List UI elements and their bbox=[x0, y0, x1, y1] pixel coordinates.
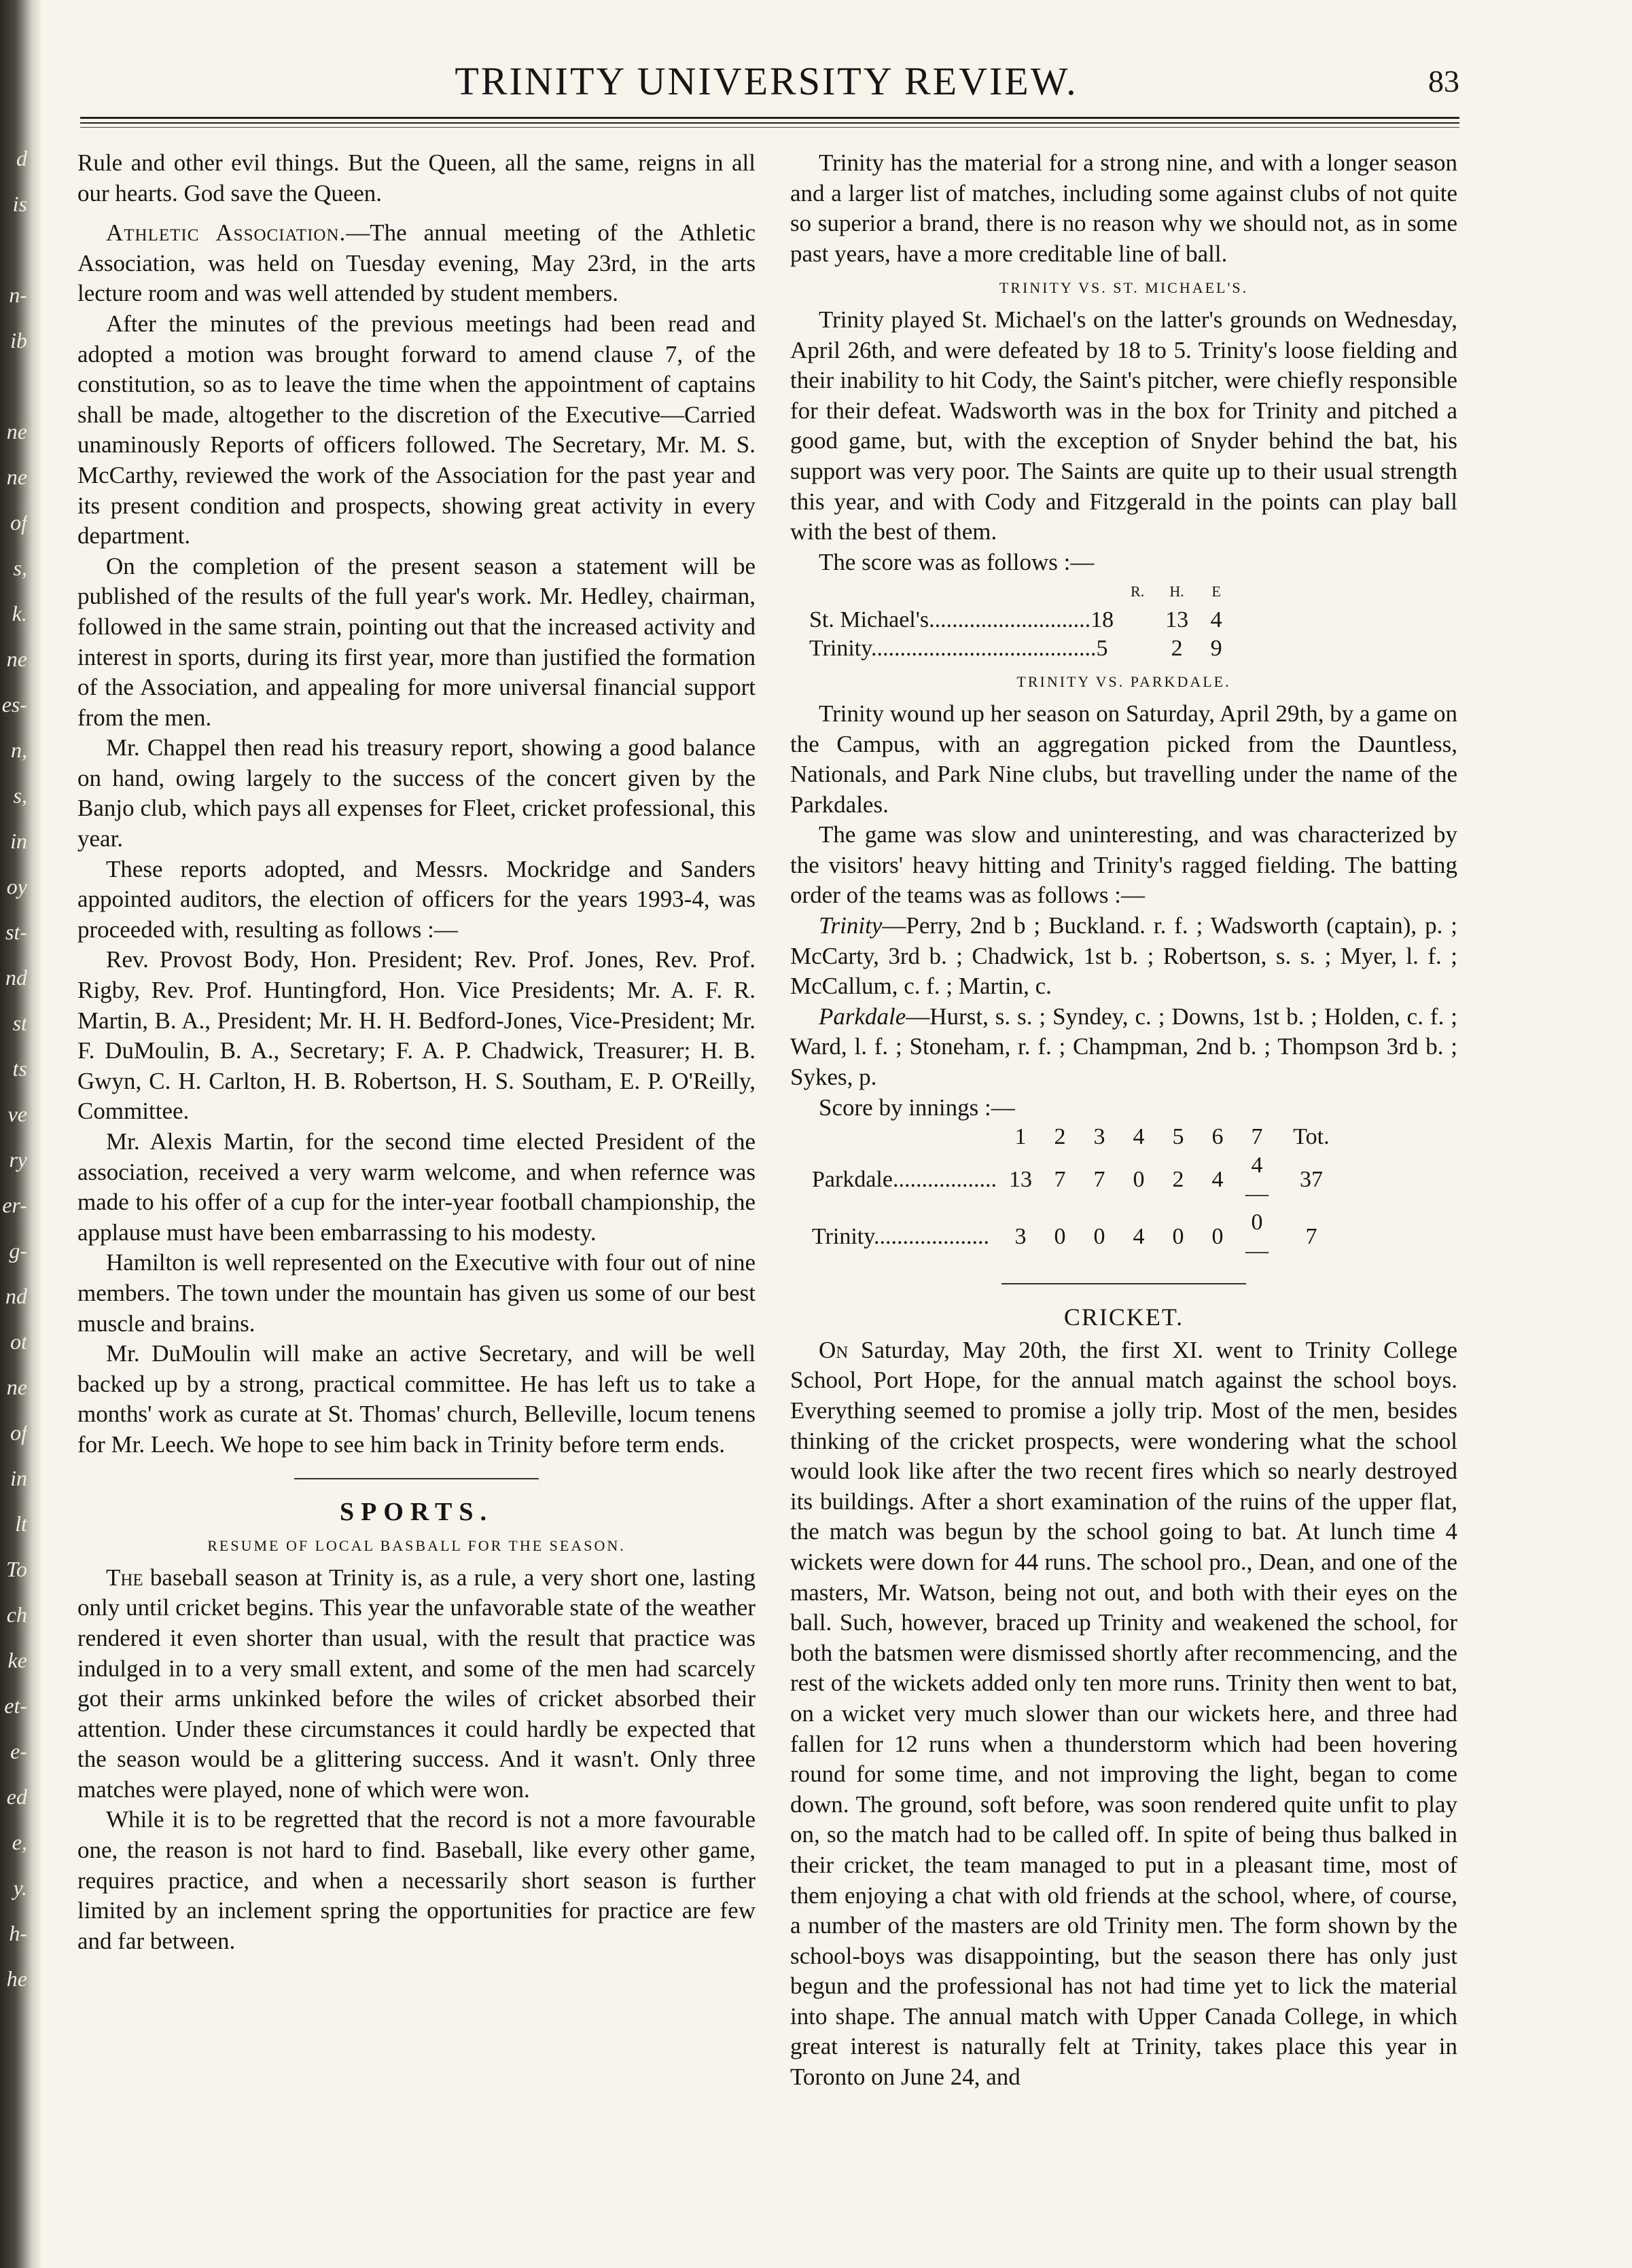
paragraph-text: —Hurst, s. s. ; Syndey, c. ; Downs, 1st b. ; Holden, c. f. ; Ward, l. f. ; Stoneham, r. f. ; Champman, 2nd b. ; Thompson 3rd b. ; Sykes, p. bbox=[790, 1003, 1457, 1091]
column-header: H. bbox=[1169, 583, 1184, 600]
table-cell: 4 bbox=[1133, 1224, 1145, 1250]
running-title: TRINITY UNIVERSITY REVIEW. bbox=[455, 59, 1078, 103]
paragraph: Trinity has the material for a strong nine, and with a longer season and a larger list of matches, including some against clubs of not quite so superior a brand, there is no reason why we should not, as in some past years, have a more creditable line of ball. bbox=[790, 149, 1457, 267]
page-header bbox=[73, 54, 1459, 109]
table-cell: 0— bbox=[1245, 1210, 1269, 1264]
table-row bbox=[805, 606, 1236, 634]
section-rule bbox=[294, 1478, 539, 1479]
paragraph: The score was as follows :— bbox=[819, 548, 1095, 575]
team-label: Parkdale bbox=[819, 1003, 906, 1030]
team-name: Trinity.................... bbox=[812, 1224, 990, 1250]
paragraph: Rule and other evil things. But the Queen, all the same, reigns in all our hearts. God save the Queen. bbox=[77, 149, 756, 206]
paragraph: On the completion of the present season a statement will be published of the results of the full year's work. Mr. Hedley, chairman, followed in the same strain, pointing out that the increased activity and interest in sports, during its first year, more than justified the formation of the Association, and appealing for more universal financial support from the men. bbox=[77, 552, 756, 731]
table-row bbox=[805, 634, 1236, 663]
column-header: 3 bbox=[1093, 1124, 1105, 1150]
column-header: R. bbox=[1131, 583, 1145, 600]
paragraph-text: Saturday, May 20th, the first XI. went to Trinity College School, Port Hope, for the annual match against the school boys. Everything seemed to promise a jolly trip. Most of the men, besides thinking of the cricket prospects, were wondering what the school would look like after the two recent fires which so nearly destroyed its buildings. After a short examination of the ruins of the upper flat, the match was begun by the school going to bat. At lunch time 4 wickets were down for 44 runs. The school pro., Dean, and one of the masters, Mr. Watson, being not out, and both with their eyes on the ball. Such, however, braced up Trinity and weakened the school, for both the batsmen were dismissed shortly after recommencing, and the rest of the wickets added only ten more runs. Trinity then went to bat, on a wicket very much slower than our wickets here, and three had fallen for 12 runs when a thunderstorm which had been hovering round for some time, and not improving the light, began to come down. The ground, soft before, was soon rendered quite unfit to play on, so the match had to be called off. In spite of being thus balked in their cricket, the team managed to put in a pleasant time, most of them enjoying a chat with old friends at the school, where, of course, a number of the masters are old Trinity men. The form shown by the school-boys was disappointing, but the season there has only just begun and the professional has not had time yet to lick the material into shape. The annual match with Upper Canada College, in which great interest is naturally felt at Trinity, takes place this year in Toronto on June 24, and bbox=[790, 1336, 1457, 2091]
header-rule bbox=[80, 117, 1459, 119]
paragraph bbox=[790, 911, 1457, 1002]
table-cell: 3 bbox=[1014, 1224, 1027, 1250]
lead-word: On bbox=[819, 1336, 849, 1363]
paragraph: While it is to be regretted that the record is not a more favourable one, the reason is not hard to find. Baseball, like every other game, requires practice, and when a necessarily short season is further limited by an inclement spring the opportunities for practice are few and far between. bbox=[77, 1806, 756, 1954]
table-cell bbox=[1118, 606, 1157, 634]
paragraph-text: baseball season at Trinity is, as a rule, a very short one, lasting only until cricket begins. This year the unfavorable state of the weather rendered it even shorter than usual, with the result that practice was indulged in to a very small extent, and some of the men had scarcely got their arms unkinked before the wiles of cricket absorbed their attention. Under these circumstances it could hardly be expected that the season would be a glittering success. And it wasn't. Only three matches were played, none of which were won. bbox=[77, 1564, 756, 1803]
header-rule bbox=[80, 122, 1459, 124]
paragraph: The game was slow and uninteresting, and was characterized by the visitors' heavy hitting and Trinity's ragged fielding. The batting order of the teams was as follows :— bbox=[790, 821, 1457, 909]
table-cell: 0 bbox=[1172, 1224, 1184, 1250]
table-cell: 2 bbox=[1171, 636, 1183, 662]
table-cell: 9 bbox=[1210, 636, 1222, 662]
table-cell: 0 bbox=[1054, 1224, 1066, 1250]
team-label: Trinity bbox=[819, 912, 883, 939]
table-cell: 7 bbox=[1093, 1167, 1105, 1193]
paragraph: Rev. Provost Body, Hon. President; Rev. Prof. Jones, Rev. Prof. Rigby, Rev. Prof. Huntingford, Hon. Vice Presidents; Mr. A. F. R. Martin, B. A., President; Mr. H. H. Bedford-Jones, Vice-President; Mr. F. DuMoulin, B. A., Secretary; F. A. P. Chadwick, Treasurer; H. B. Gwyn, C. H. Carlton, H. B. Robertson, H. S. Southam, E. P. O'Reilly, Committee. bbox=[77, 946, 756, 1125]
table-cell bbox=[805, 577, 1118, 606]
section-lead: Athletic Association. bbox=[106, 219, 347, 247]
paragraph: Trinity played St. Michael's on the latter's grounds on Wednesday, April 26th, and were defeated by 18 to 5. Trinity's loose fielding and their inability to hit Cody, the Saint's pitcher, were chiefly responsible for their defeat. Wadsworth was in the box for Trinity and pitched a good game, but, with the exception of Snyder behind the bat, his support was very poor. The Saints are quite up to their usual strength this year, and with Cody and Fitzgerald in the points can play ball with the best of them. bbox=[790, 306, 1457, 545]
table-cell: 4 bbox=[1210, 607, 1222, 633]
paragraph bbox=[77, 218, 756, 309]
paragraph: Mr. Alexis Martin, for the second time elected President of the association, received a very warm welcome, and when refernce was made to his offer of a cup for the inter-year football championship, the applause must have been embarrassing to his modesty. bbox=[77, 1128, 756, 1246]
column-header: Tot. bbox=[1293, 1124, 1330, 1150]
cricket-heading: CRICKET. bbox=[1063, 1303, 1184, 1331]
column-header: 5 bbox=[1172, 1124, 1184, 1150]
column-header: 2 bbox=[1054, 1124, 1066, 1150]
sports-subheading: RESUME OF LOCAL BASBALL FOR THE SEASON. bbox=[207, 1537, 626, 1555]
table-cell: 0 bbox=[1211, 1224, 1224, 1250]
page-number: 83 bbox=[1428, 64, 1459, 98]
match-subheading: TRINITY VS. PARKDALE. bbox=[1016, 673, 1231, 691]
paragraph bbox=[77, 1563, 756, 1805]
paragraph: Mr. Chappel then read his treasury report, showing a good balance on hand, owing largely to the success of the concert given by the Banjo club, which pays all expenses for Fleet, cricket professional, this year. bbox=[77, 734, 756, 852]
score-table-innings bbox=[808, 1123, 1346, 1265]
paragraph: Mr. DuMoulin will make an active Secretary, and will be well backed up by a strong, practical committee. He has left us to take a months' work as curate at St. Thomas' church, Belleville, locum tenens for Mr. Leech. We hope to see him back in Trinity before term ends. bbox=[77, 1340, 756, 1458]
paragraph: Hamilton is well represented on the Executive with four out of nine members. The town under the mountain has given us some of our best muscle and brains. bbox=[77, 1249, 756, 1337]
table-cell: 0 bbox=[1093, 1224, 1105, 1250]
left-column bbox=[77, 148, 756, 1956]
paragraph-text: —The annual meeting of the Athletic Association, was held on Tuesday evening, May 23rd, in the arts lecture room and was well attended by student members. bbox=[77, 219, 756, 307]
right-column bbox=[790, 148, 1457, 2093]
table-cell: 4— bbox=[1245, 1153, 1269, 1207]
table-cell: 0 bbox=[1133, 1167, 1145, 1193]
paragraph: After the minutes of the previous meetings had been read and adopted a motion was brought forward to amend clause 7, of the constitution, so as to leave the time when the appointment of captains shall be made, altogether to the discretion of the Executive—Carried unaminously Reports of officers followed. The Secretary, Mr. M. S. McCarthy, reviewed the work of the Association for the past year and its present condition and prospects, showing great activity in every department. bbox=[77, 310, 756, 550]
paragraph bbox=[790, 1002, 1457, 1093]
column-header: 6 bbox=[1211, 1124, 1224, 1150]
table-cell: 37 bbox=[1299, 1167, 1323, 1193]
score-table-st-michaels bbox=[805, 577, 1236, 663]
paragraph: These reports adopted, and Messrs. Mockridge and Sanders appointed auditors, the election of officers for the years 1993-4, was proceeded with, resulting as follows :— bbox=[77, 855, 756, 943]
table-cell: 4 bbox=[1211, 1167, 1224, 1193]
table-cell: 7 bbox=[1305, 1224, 1317, 1250]
adjacent-page-fragments: d is n- ib ne ne of s, k. ne es- n, s, in oy st- nd st ts ve ry er- g- nd ot ne of in lt To ch ke et- e- ed e, y. h- he bbox=[1, 146, 27, 1991]
paragraph: Score by innings :— bbox=[819, 1094, 1015, 1121]
match-subheading: TRINITY VS. ST. MICHAEL'S. bbox=[999, 279, 1249, 297]
table-cell bbox=[1118, 634, 1157, 663]
lead-word: The bbox=[106, 1564, 143, 1591]
column-header: 1 bbox=[1014, 1124, 1027, 1150]
sports-heading: SPORTS. bbox=[340, 1497, 493, 1526]
paragraph: Trinity wound up her season on Saturday, April 29th, by a game on the Campus, with an aggregation picked from the Dauntless, Nationals, and Park Nine clubs, but travelling under the name of the Parkdales. bbox=[790, 700, 1457, 818]
table-header-row bbox=[805, 577, 1236, 606]
column-header: 4 bbox=[1133, 1124, 1145, 1150]
table-cell: 7 bbox=[1054, 1167, 1066, 1193]
table-cell bbox=[808, 1123, 1001, 1151]
table-row bbox=[808, 1208, 1346, 1265]
paragraph-text: —Perry, 2nd b ; Buckland. r. f. ; Wadsworth (captain), p. ; McCarty, 3rd b. ; Chadwick, 1st b. ; Robertson, s. s. ; Myer, l. f. ; McCallum, c. f. ; Martin, c. bbox=[790, 912, 1457, 1000]
header-rule bbox=[80, 127, 1459, 128]
table-row bbox=[808, 1151, 1346, 1208]
table-cell: 13 bbox=[1008, 1167, 1032, 1193]
table-cell: 13 bbox=[1165, 607, 1189, 633]
section-rule bbox=[1001, 1283, 1246, 1284]
team-name: Parkdale.................. bbox=[812, 1167, 997, 1193]
table-cell: 2 bbox=[1172, 1167, 1184, 1193]
paragraph bbox=[790, 1335, 1457, 2093]
team-name: Trinity.......................................5 bbox=[809, 636, 1108, 662]
table-header-row bbox=[808, 1123, 1346, 1151]
column-header: E bbox=[1211, 583, 1221, 600]
team-name: St. Michael's............................18 bbox=[809, 607, 1114, 633]
column-header: 7 bbox=[1251, 1124, 1263, 1150]
